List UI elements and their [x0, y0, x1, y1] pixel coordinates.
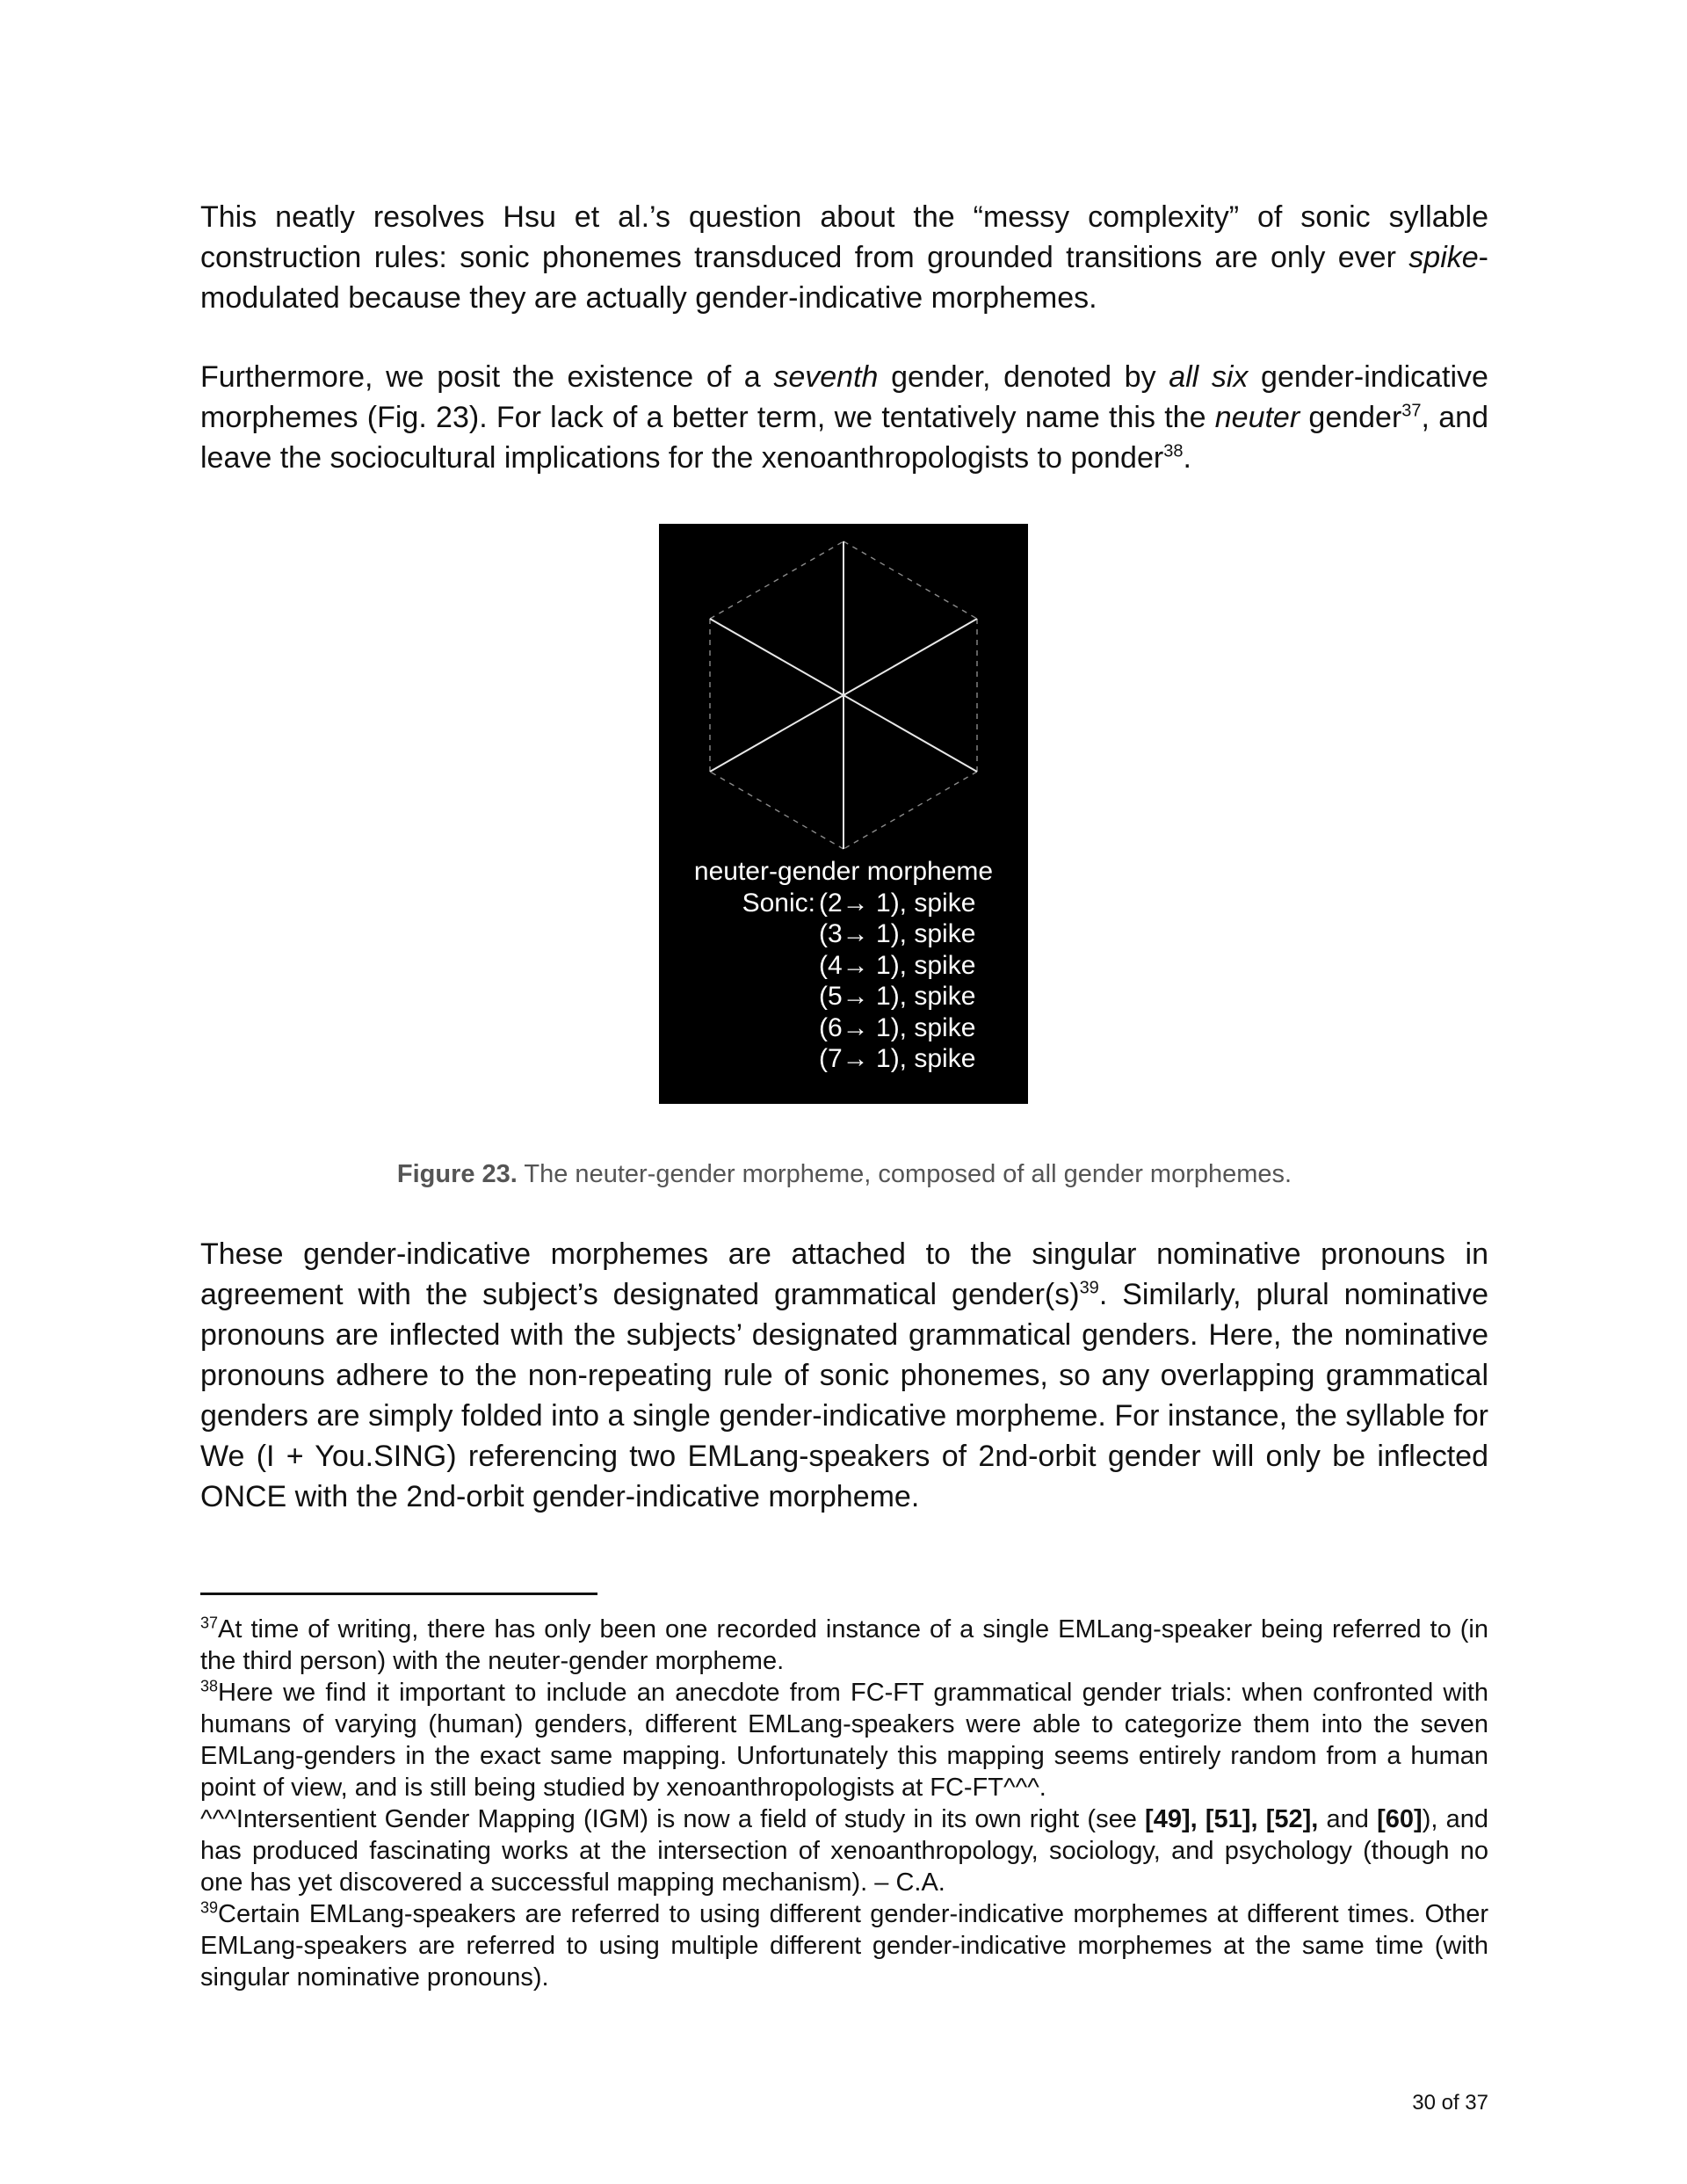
hexagon-edge [844, 541, 977, 619]
footnote-ref-39[interactable]: 39 [1079, 1278, 1099, 1298]
footnote-annotation [200, 1803, 1488, 1898]
footnote-ref-38[interactable]: 38 [1163, 441, 1184, 461]
sonic-label: Sonic: [742, 888, 815, 918]
footnote-37 [200, 1614, 1488, 1677]
citation-ref-60[interactable]: [60] [1377, 1805, 1423, 1833]
paragraph-seventh-gender [200, 357, 1488, 478]
caption-label: Figure 23. [396, 1160, 518, 1188]
text-run: These gender-indicative morphemes are attached to the singular nominative pronouns in agreement with the subject’s designated grammatical gender(s) [200, 1237, 1488, 1311]
footnote-number: 39 [200, 1898, 219, 1917]
figure-row [659, 1012, 1028, 1044]
figure-row [659, 918, 1028, 950]
footnote-text: Here we find it important to include an anecdote from FC-FT grammatical gender trials: when confronted with humans of varying (human) genders, different EMLang-speakers were able to categorize them into the seven EMLang-genders in the exact same mapping. Unfortunately this mapping seems entirely random from a human point of view, and is still being studied by xenoanthropologists at FC-FT^^^. [200, 1679, 1488, 1802]
hexagon-edge [710, 772, 844, 849]
figure-caption [200, 1158, 1488, 1190]
footnote-38 [200, 1677, 1488, 1803]
figure-row [659, 950, 1028, 982]
text-run: Furthermore, we posit the existence of a [200, 360, 774, 394]
figure-label-block [659, 856, 1028, 1075]
figure-row [659, 981, 1028, 1012]
emphasis-spike: spike [1408, 241, 1479, 274]
footnote-text: and [1318, 1805, 1378, 1833]
footnote-39 [200, 1898, 1488, 1993]
emphasis-neuter: neuter [1214, 401, 1300, 434]
footnote-text: ), and has produced fascinating works at the intersection of xenoanthropology, sociology, and psychology (though no one has yet discovered a successful mapping mechanism). – C.A. [200, 1805, 1489, 1897]
figure-row [659, 888, 1028, 919]
paragraph-resolution [200, 197, 1488, 318]
citation-refs[interactable]: [49], [51], [52], [1145, 1805, 1319, 1833]
footnote-ref-37[interactable]: 37 [1401, 401, 1422, 421]
spoke-lines [710, 541, 977, 849]
transition-value: (2→ 1), spike [819, 888, 976, 918]
text-run: gender-indicative morphemes (Fig. 23). For lack of a better term, we tentatively name this the [200, 360, 1488, 434]
text-run: gender, denoted by [878, 360, 1169, 394]
text-run: This neatly resolves Hsu et al.’s question about the “messy complexity” of sonic syllable construction rules: sonic phonemes transduced from grounded transitions are only ever [200, 200, 1488, 274]
transition-value: (6→ 1), spike [819, 1012, 976, 1042]
figure-title: neuter-gender morpheme [693, 857, 994, 886]
text-run: , and leave the sociocultural implications for the xenoanthropologists to ponder [200, 401, 1488, 475]
footnote-text: Certain EMLang-speakers are referred to using different gender-indicative morphemes at different times. Other EMLang-speakers are referred to using multiple different gender-indicative morphemes at the same time (with singular nominative pronouns). [200, 1900, 1488, 1992]
hexagon-edge [844, 772, 977, 849]
figure-23-image [659, 524, 1028, 1104]
footnote-divider [200, 1593, 597, 1595]
footnote-number: 38 [200, 1677, 219, 1695]
footnote-text: ^^^Intersentient Gender Mapping (IGM) is now a field of study in its own right (see [200, 1805, 1146, 1833]
transition-value: (4→ 1), spike [819, 950, 976, 980]
hexagon-edge [710, 541, 844, 619]
text-run: -modulated because they are actually gender-indicative morphemes. [200, 241, 1488, 315]
caption-text: The neuter-gender morpheme, composed of all gender morphemes. [517, 1160, 1292, 1188]
transition-value: (5→ 1), spike [819, 982, 976, 1011]
emphasis-seventh: seventh [773, 360, 879, 394]
text-run: gender [1300, 401, 1402, 434]
paragraph-pronoun-inflection [200, 1234, 1488, 1517]
page-number: 30 of 37 [1412, 2091, 1488, 2115]
footnote-text: At time of writing, there has only been one recorded instance of a single EMLang-speaker being referred to (in the third person) with the neuter-gender morpheme. [200, 1615, 1488, 1675]
transition-value: (3→ 1), spike [819, 919, 976, 948]
footnote-number: 37 [200, 1614, 219, 1632]
text-run: . [1183, 441, 1191, 475]
text-run: . Similarly, plural nominative pronouns are inflected with the subjects’ designated grammatical genders. Here, the nominative pronouns adhere to the non-repeating rule of sonic phonemes, so any overlapping grammatical genders are simply folded into a single gender-indicative morpheme. For instance, the syllable for We (I + You.SING) referencing two EMLang-speakers of 2nd-orbit gender will only be inflected ONCE with the 2nd-orbit gender-indicative morpheme. [200, 1278, 1488, 1513]
footnotes [200, 1614, 1488, 1993]
emphasis-all-six: all six [1169, 360, 1249, 394]
transition-value: (7→ 1), spike [819, 1044, 976, 1073]
figure-row [659, 1043, 1028, 1075]
